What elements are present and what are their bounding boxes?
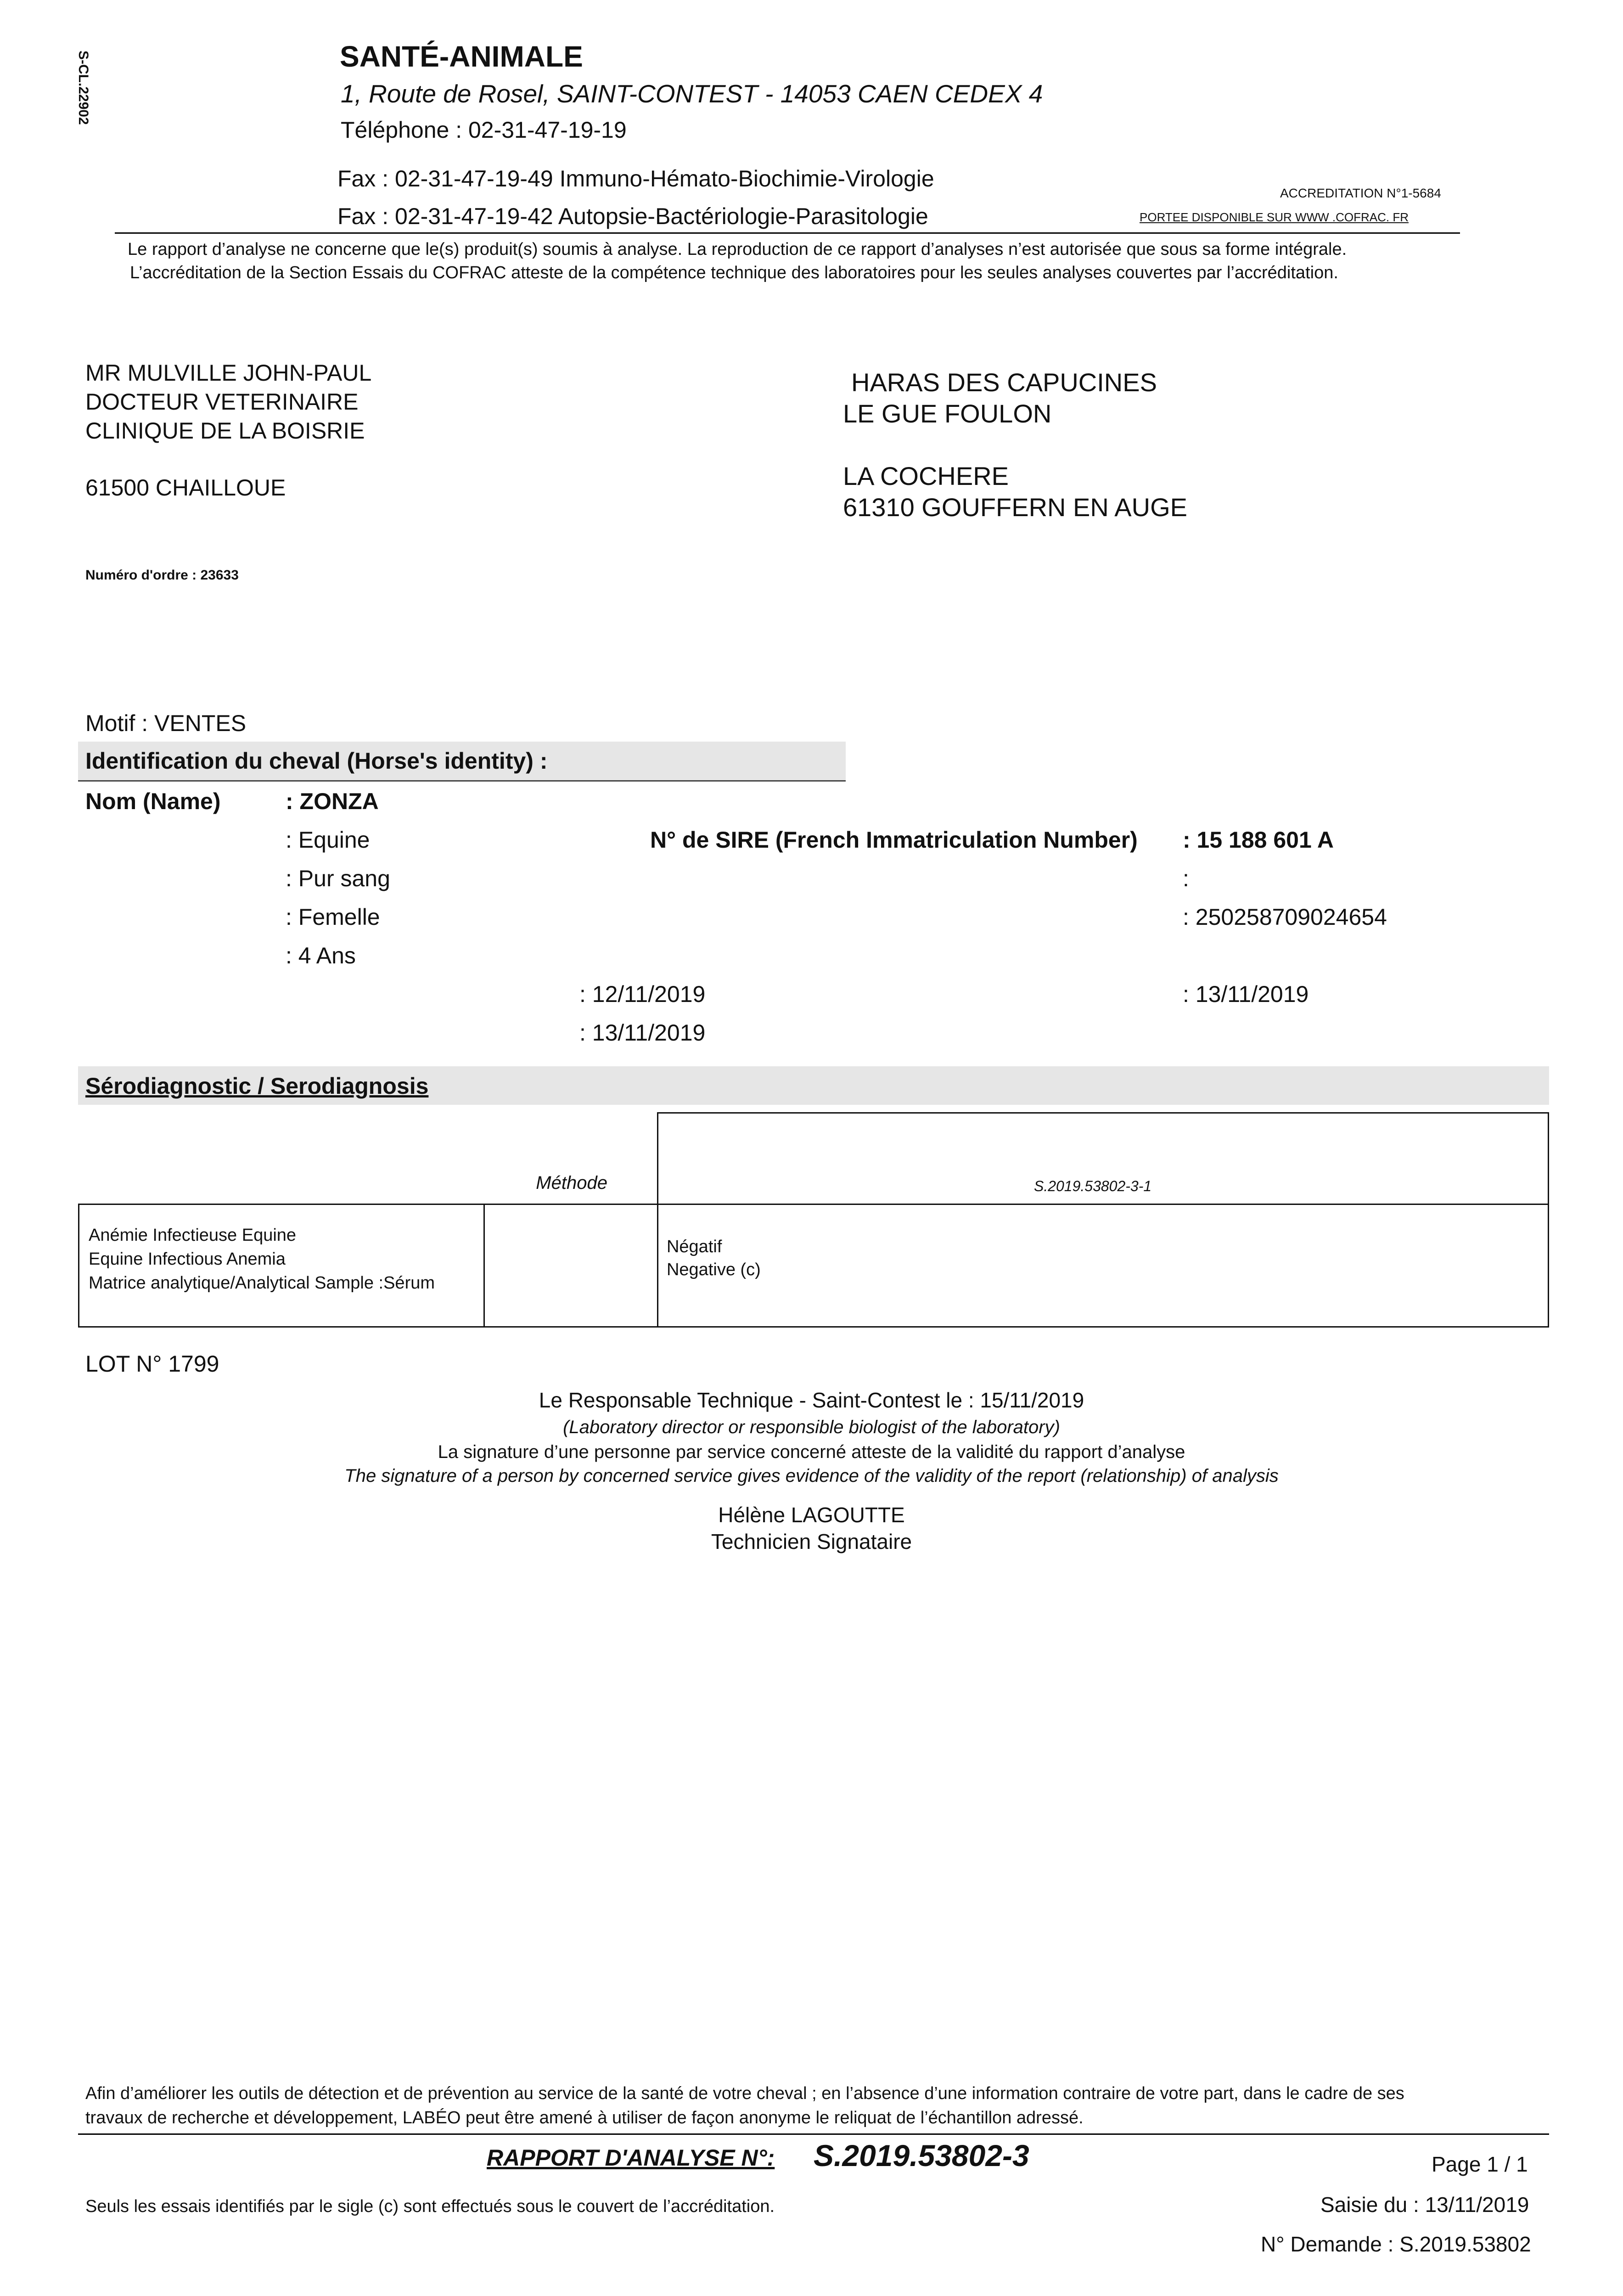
signature-validity-en: The signature of a person by concerned service gives evidence of the validity of the report (relationship) of analysis [344, 1466, 1279, 1486]
right-blank-value: : [1183, 866, 1189, 891]
vet-clinic: CLINIQUE DE LA BOISRIE [85, 418, 365, 444]
results-table [78, 1112, 1549, 1328]
vet-postal: 61500 CHAILLOUE [85, 475, 286, 501]
demande-number: N° Demande : S.2019.53802 [1261, 2232, 1531, 2256]
analysis-cell [79, 1204, 484, 1327]
signatory-title: Technicien Signataire [711, 1530, 912, 1553]
analysis-matrix: Matrice analytique/Analytical Sample :Sérum [89, 1273, 435, 1293]
date-1-value: : 12/11/2019 [579, 981, 706, 1007]
lab-address: 1, Route de Rosel, SAINT-CONTEST - 14053 CAEN CEDEX 4 [341, 79, 1043, 108]
age-value: : 4 Ans [286, 943, 356, 968]
method-cell [484, 1204, 658, 1327]
breed-value: : Pur sang [286, 866, 390, 891]
signatory-name: Hélène LAGOUTTE [718, 1503, 905, 1527]
owner-name: HARAS DES CAPUCINES [851, 368, 1157, 397]
disclaimer-line-1: Le rapport d’analyse ne concerne que le(s) produit(s) soumis à analyse. La reproduction de ce rapport d’analyses n’est autorisée que sous sa forme intégrale. [128, 240, 1347, 259]
page-indicator: Page 1 / 1 [1432, 2152, 1528, 2176]
accreditation-note: Seuls les essais identifiés par le sigle (c) sont effectués sous le couvert de l’accréditation. [85, 2197, 775, 2216]
report-number: S.2019.53802-3 [814, 2138, 1029, 2172]
vet-name: MR MULVILLE JOHN-PAUL [85, 360, 372, 386]
signature-validity-fr: La signature d’une personne par service concerné atteste de la validité du rapport d’analyse [438, 1442, 1185, 1462]
accreditation-number: ACCREDITATION N°1-5684 [1280, 186, 1441, 200]
owner-line-3: LA COCHERE [843, 461, 1009, 490]
result-en: Negative (c) [666, 1260, 761, 1279]
result-fr: Négatif [666, 1237, 722, 1256]
species-value: : Equine [286, 827, 370, 853]
name-label: Nom (Name) [85, 788, 221, 814]
methode-label: Méthode [536, 1172, 607, 1193]
lab-fax-immuno: Fax : 02-31-47-19-49 Immuno-Hémato-Biochimie-Virologie [337, 166, 934, 191]
footer-note-line-1: Afin d’améliorer les outils de détection et de prévention au service de la santé de votre cheval ; en l’absence d’une information contraire de votre part, dans le cadre de ses [85, 2084, 1404, 2103]
sire-label: N° de SIRE (French Immatriculation Number) [650, 827, 1138, 853]
sire-value: : 15 188 601 A [1183, 827, 1334, 853]
report-number-label: RAPPORT D'ANALYSE N°: [487, 2145, 775, 2171]
header-divider [115, 232, 1460, 234]
transponder-value: : 250258709024654 [1183, 904, 1387, 930]
disclaimer-line-2: L’accréditation de la Section Essais du COFRAC atteste de la compétence technique des laboratoires pour les seules analyses couvertes par l’accréditation. [130, 263, 1338, 282]
side-reference-code: S-CL.22902 [76, 51, 91, 125]
result-cell [657, 1204, 1548, 1327]
identification-title: Identification du cheval (Horse's identity) : [85, 748, 548, 774]
motif: Motif : VENTES [85, 710, 247, 736]
analysis-name-en: Equine Infectious Anemia [89, 1249, 286, 1269]
sample-id: S.2019.53802-3-1 [1033, 1178, 1152, 1194]
order-number: Numéro d'ordre : 23633 [85, 568, 239, 583]
lot-number: LOT N° 1799 [85, 1351, 219, 1377]
owner-postal: 61310 GOUFFERN EN AUGE [843, 493, 1188, 522]
serodiagnostic-title: Sérodiagnostic / Serodiagnosis [85, 1073, 429, 1099]
results-header-row [79, 1113, 1549, 1204]
sex-value: : Femelle [286, 904, 380, 930]
date-2-value: : 13/11/2019 [579, 1020, 706, 1046]
signature-responsable-en: (Laboratory director or responsible biologist of the laboratory) [563, 1417, 1060, 1437]
analysis-name-fr: Anémie Infectieuse Equine [89, 1226, 297, 1245]
name-value: : ZONZA [286, 788, 379, 814]
lab-name: SANTÉ-ANIMALE [340, 40, 583, 73]
results-row [79, 1204, 1549, 1327]
portee-link[interactable]: PORTEE DISPONIBLE SUR WWW .COFRAC. FR [1140, 210, 1409, 224]
right-date-value: : 13/11/2019 [1183, 981, 1309, 1007]
saisie-date: Saisie du : 13/11/2019 [1320, 2193, 1529, 2217]
lab-fax-autopsie: Fax : 02-31-47-19-42 Autopsie-Bactériologie-Parasitologie [337, 203, 928, 229]
lab-telephone: Téléphone : 02-31-47-19-19 [341, 117, 627, 143]
vet-title: DOCTEUR VETERINAIRE [85, 389, 359, 415]
footer-note-line-2: travaux de recherche et développement, LABÉO peut être amené à utiliser de façon anonyme le reliquat de l’échantillon adressé. [85, 2108, 1084, 2127]
owner-line-2: LE GUE FOULON [843, 399, 1052, 428]
signature-responsable: Le Responsable Technique - Saint-Contest le : 15/11/2019 [539, 1388, 1084, 1412]
footer-divider [78, 2133, 1549, 2135]
